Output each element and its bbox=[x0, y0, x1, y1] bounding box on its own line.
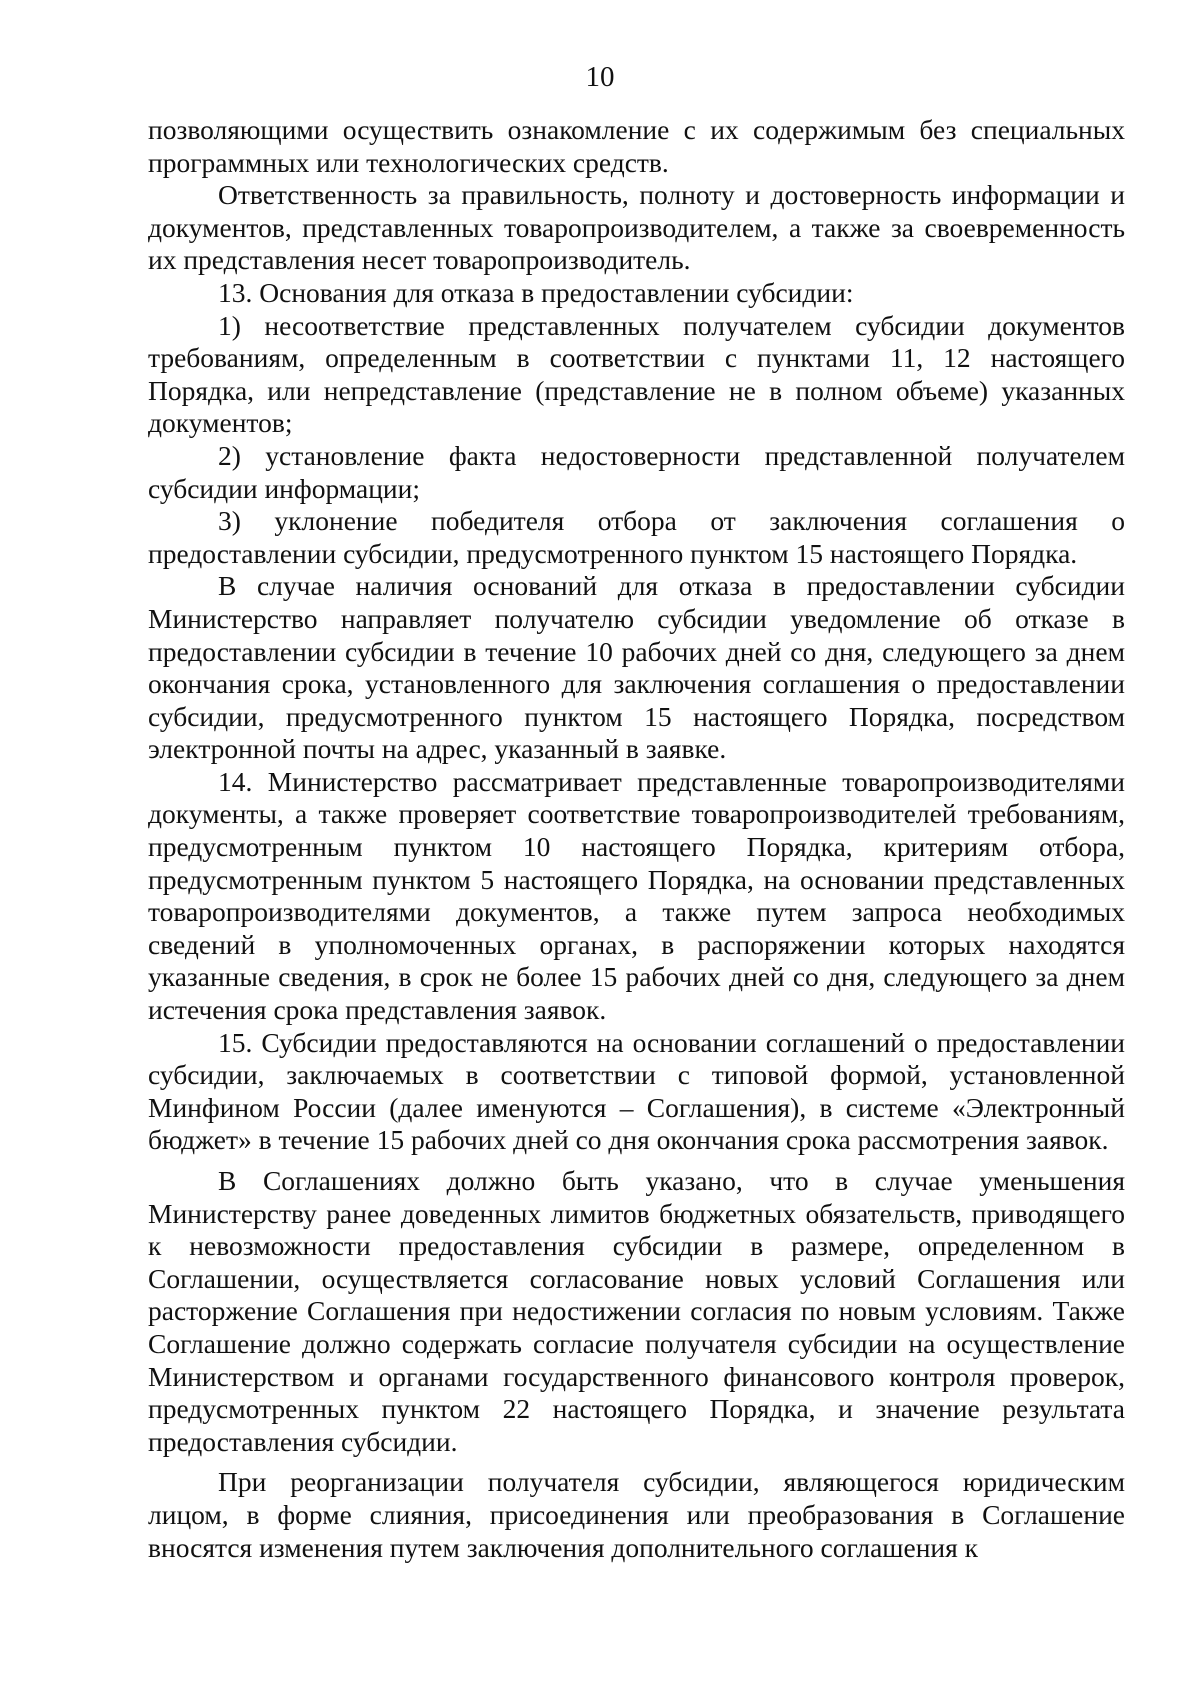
paragraph-item-13-3: 3) уклонение победителя отбора от заключения соглашения о предоставлении субсидии, предусмотренного пунктом 15 настоящего Порядка. bbox=[148, 505, 1125, 569]
paragraph-item-13-1: 1) несоответствие представленных получателем субсидии документов требованиям, определенным в соответствии с пунктами 11, 12 настоящего Порядка, или непредставление (представление не в полном объеме) указанных документов; bbox=[148, 309, 1125, 439]
paragraph-item-13-2: 2) установление факта недостоверности представленной получателем субсидии информации; bbox=[148, 439, 1125, 504]
paragraph-responsibility: Ответственность за правильность, полноту и достоверность информации и документов, представленных товаропроизводителем, а также за своевременность их представления несет товаропроизводитель. bbox=[148, 179, 1125, 276]
document-body bbox=[148, 114, 1125, 1564]
paragraph-item-13-heading: 13. Основания для отказа в предоставлении субсидии: bbox=[218, 276, 854, 308]
paragraph-item-14: 14. Министерство рассматривает представленные товаропроизводителями документы, а также проверяет соответствие товаропроизводителей требованиям, предусмотренным пунктом 10 настоящего Порядка, критериям отбора, предусмотренным пунктом 5 настоящего Порядка, на основании представленных товаропроизводителями документов, а также путем запроса необходимых сведений в уполномоченных органах, в распоряжении которых находятся указанные сведения, в срок не более 15 рабочих дней со дня, следующего за днем истечения срока представления заявок. bbox=[148, 765, 1125, 1026]
paragraph-refusal-notice: В случае наличия оснований для отказа в предоставлении субсидии Министерство направляет получателю субсидии уведомление об отказе в предоставлении субсидии в течение 10 рабочих дней со дня, следующего за днем окончания срока, установленного для заключения соглашения о предоставлении субсидии, предусмотренного пунктом 15 настоящего Порядка, посредством электронной почты на адрес, указанный в заявке. bbox=[148, 570, 1125, 765]
paragraph-continuation: позволяющими осуществить ознакомление с их содержимым без специальных программных или технологических средств. bbox=[148, 114, 1125, 178]
paragraph-item-15: 15. Субсидии предоставляются на основании соглашений о предоставлении субсидии, заключаемых в соответствии с типовой формой, установленной Минфином России (далее именуются – Соглашения), в системе «Электронный бюджет» в течение 15 рабочих дней со дня окончания срока рассмотрения заявок. bbox=[148, 1026, 1125, 1156]
page-number: 10 bbox=[585, 61, 615, 93]
paragraph-reorganization: При реорганизации получателя субсидии, являющегося юридическим лицом, в форме слияния, присоединения или преобразования в Соглашение вносятся изменения путем заключения дополнительного соглашения к bbox=[148, 1466, 1125, 1563]
paragraph-agreements: В Соглашениях должно быть указано, что в случае уменьшения Министерству ранее доведенных лимитов бюджетных обязательств, приводящего к невозможности предоставления субсидии в размере, определенном в Соглашении, осуществляется согласование новых условий Соглашения или расторжение Соглашения при недостижении согласия по новым условиям. Также Соглашение должно содержать согласие получателя субсидии на осуществление Министерством и органами государственного финансового контроля проверок, предусмотренных пунктом 22 настоящего Порядка, и значение результата предоставления субсидии. bbox=[148, 1165, 1125, 1457]
